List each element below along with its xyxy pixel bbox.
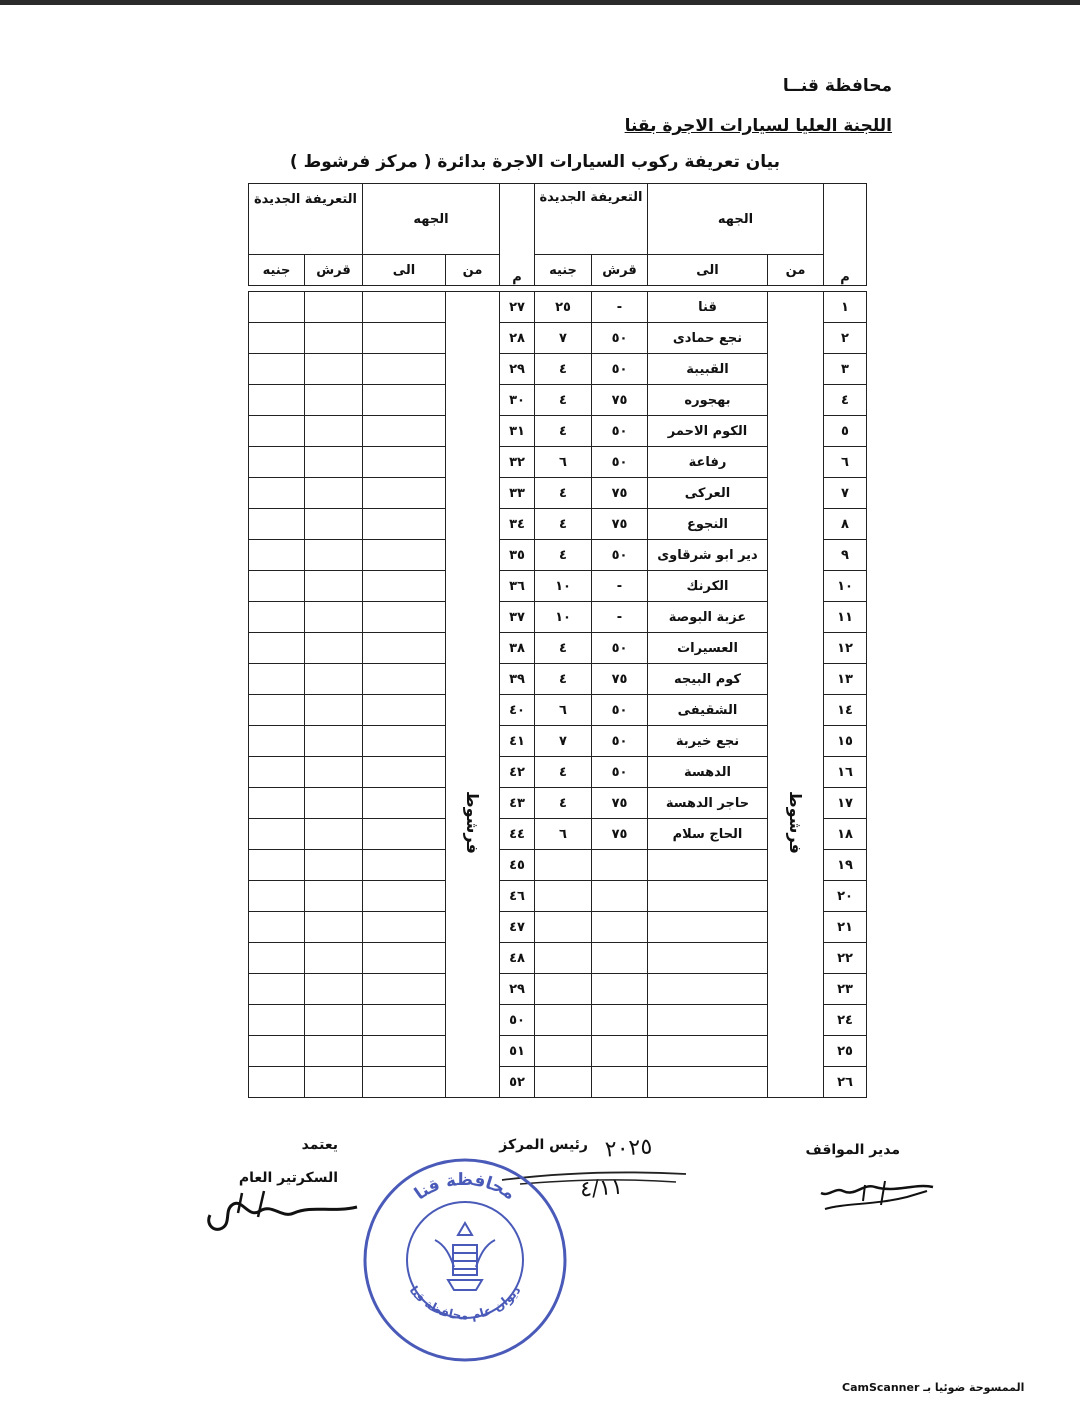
right-piasters-cell: ٥٠ xyxy=(592,726,648,757)
right-num-cell: ١ xyxy=(824,292,867,323)
right-piasters-cell xyxy=(592,881,648,912)
left-num-cell: ٥٠ xyxy=(500,1005,535,1036)
stamp-top-text: محافظة قنا xyxy=(410,1169,519,1205)
left-to-cell xyxy=(363,385,446,416)
handwritten-date: ٤/١١ xyxy=(579,1174,624,1203)
right-piasters-cell: ٥٠ xyxy=(592,757,648,788)
left-piasters-cell xyxy=(305,323,363,354)
left-pounds-cell xyxy=(249,664,305,695)
right-num-cell: ٢٣ xyxy=(824,974,867,1005)
left-num-cell: ٥٢ xyxy=(500,1067,535,1098)
right-to-cell: القبيبة xyxy=(648,354,768,385)
left-pounds-cell xyxy=(249,385,305,416)
left-pounds-cell xyxy=(249,788,305,819)
scan-top-edge xyxy=(0,0,1080,5)
right-to-cell: الكوم الاحمر xyxy=(648,416,768,447)
right-to-cell: الكرنك xyxy=(648,571,768,602)
left-to-cell xyxy=(363,323,446,354)
right-num-cell: ٧ xyxy=(824,478,867,509)
right-to-cell: الشقيفى xyxy=(648,695,768,726)
right-num-cell: ٩ xyxy=(824,540,867,571)
camscanner-watermark: الممسوحة ضوئيا بـ CamScanner xyxy=(842,1381,1025,1394)
left-piasters-cell xyxy=(305,1067,363,1098)
right-to-cell: حاجر الدهسة xyxy=(648,788,768,819)
right-pounds-cell: ٤ xyxy=(535,478,592,509)
left-num-cell: ٢٧ xyxy=(500,292,535,323)
left-num-cell: ٣٧ xyxy=(500,602,535,633)
right-piasters-cell: ٥٠ xyxy=(592,447,648,478)
left-piasters-cell xyxy=(305,912,363,943)
right-pounds-cell: ٦ xyxy=(535,695,592,726)
left-pounds-cell xyxy=(249,447,305,478)
left-pounds-cell xyxy=(249,478,305,509)
official-stamp xyxy=(350,1145,580,1375)
left-num-cell: ٣٦ xyxy=(500,571,535,602)
right-to-cell: دير ابو شرقاوى xyxy=(648,540,768,571)
left-to-cell xyxy=(363,1067,446,1098)
left-new-fare-header: التعريفة الجديدة xyxy=(249,184,363,255)
right-pounds-cell xyxy=(535,912,592,943)
left-num-cell: ٤٧ xyxy=(500,912,535,943)
right-piasters-header: قرش xyxy=(592,255,648,286)
right-pounds-cell: ٦ xyxy=(535,819,592,850)
left-pounds-cell xyxy=(249,850,305,881)
left-num-cell: ٣٠ xyxy=(500,385,535,416)
right-pounds-cell: ٤ xyxy=(535,416,592,447)
right-pounds-cell xyxy=(535,943,592,974)
right-num-cell: ١٧ xyxy=(824,788,867,819)
approves-label: يعتمد xyxy=(301,1137,338,1153)
left-num-cell: ٣٣ xyxy=(500,478,535,509)
left-num-cell: ٣٨ xyxy=(500,633,535,664)
right-num-cell: ١٢ xyxy=(824,633,867,664)
left-piasters-cell xyxy=(305,385,363,416)
left-pounds-cell xyxy=(249,943,305,974)
right-num-cell: ٢٦ xyxy=(824,1067,867,1098)
left-piasters-cell xyxy=(305,726,363,757)
right-num-cell: ٢٠ xyxy=(824,881,867,912)
left-to-cell xyxy=(363,757,446,788)
right-piasters-cell xyxy=(592,1036,648,1067)
right-to-cell: كوم البيجه xyxy=(648,664,768,695)
left-piasters-cell xyxy=(305,571,363,602)
right-pounds-cell: ٤ xyxy=(535,664,592,695)
left-piasters-cell xyxy=(305,881,363,912)
left-pounds-cell xyxy=(249,633,305,664)
left-num-cell: ٣٩ xyxy=(500,664,535,695)
right-num-cell: ٢ xyxy=(824,323,867,354)
left-pounds-cell xyxy=(249,974,305,1005)
left-piasters-cell xyxy=(305,292,363,323)
left-to-cell xyxy=(363,447,446,478)
right-num-cell: ٥ xyxy=(824,416,867,447)
right-to-cell xyxy=(648,943,768,974)
left-num-cell: ٣١ xyxy=(500,416,535,447)
left-pounds-cell xyxy=(249,509,305,540)
stamp-bottom-text: ديوان عام محافظة قنا xyxy=(406,1283,524,1323)
right-to-cell: نجع خيربة xyxy=(648,726,768,757)
right-pounds-cell: ٤ xyxy=(535,788,592,819)
right-from-header: من xyxy=(768,255,824,286)
right-to-cell xyxy=(648,912,768,943)
eagle-emblem-icon xyxy=(435,1223,495,1290)
left-piasters-cell xyxy=(305,633,363,664)
right-num-cell: ١٨ xyxy=(824,819,867,850)
right-pounds-header: جنيه xyxy=(535,255,592,286)
right-to-cell xyxy=(648,1005,768,1036)
right-num-cell: ١٤ xyxy=(824,695,867,726)
left-to-cell xyxy=(363,695,446,726)
right-num-cell: ١١ xyxy=(824,602,867,633)
left-num-cell: ٤٠ xyxy=(500,695,535,726)
right-piasters-cell xyxy=(592,943,648,974)
right-piasters-cell: - xyxy=(592,602,648,633)
left-to-cell xyxy=(363,1005,446,1036)
left-piasters-cell xyxy=(305,416,363,447)
right-to-header: الى xyxy=(648,255,768,286)
right-piasters-cell: ٧٥ xyxy=(592,819,648,850)
right-from-cell xyxy=(768,292,824,1098)
left-num-cell: ٢٩ xyxy=(500,974,535,1005)
right-pounds-cell: ٢٥ xyxy=(535,292,592,323)
left-to-cell xyxy=(363,881,446,912)
left-piasters-cell xyxy=(305,447,363,478)
left-pounds-cell xyxy=(249,571,305,602)
left-piasters-header: قرش xyxy=(305,255,363,286)
left-piasters-cell xyxy=(305,1036,363,1067)
left-to-header: الى xyxy=(363,255,446,286)
left-pounds-cell xyxy=(249,540,305,571)
left-piasters-cell xyxy=(305,788,363,819)
left-piasters-cell xyxy=(305,943,363,974)
left-pounds-cell xyxy=(249,1036,305,1067)
left-to-cell xyxy=(363,478,446,509)
right-piasters-cell: - xyxy=(592,571,648,602)
left-pounds-cell xyxy=(249,819,305,850)
right-num-cell: ٢٢ xyxy=(824,943,867,974)
right-piasters-cell: ٧٥ xyxy=(592,509,648,540)
left-pounds-cell xyxy=(249,323,305,354)
left-num-cell: ٥١ xyxy=(500,1036,535,1067)
left-to-cell xyxy=(363,416,446,447)
right-pounds-cell xyxy=(535,1067,592,1098)
manager-signature xyxy=(815,1175,940,1225)
right-num-cell: ٢٤ xyxy=(824,1005,867,1036)
left-pounds-cell xyxy=(249,881,305,912)
right-piasters-cell xyxy=(592,974,648,1005)
left-num-cell: ٢٨ xyxy=(500,323,535,354)
left-piasters-cell xyxy=(305,850,363,881)
right-pounds-cell: ٤ xyxy=(535,385,592,416)
right-piasters-cell xyxy=(592,912,648,943)
right-to-cell xyxy=(648,1067,768,1098)
right-piasters-cell: ٧٥ xyxy=(592,385,648,416)
right-piasters-cell: ٥٠ xyxy=(592,354,648,385)
right-to-cell: عزبة البوصة xyxy=(648,602,768,633)
secretary-signature xyxy=(202,1185,362,1245)
left-pounds-cell xyxy=(249,602,305,633)
right-to-cell: نجع حمادى xyxy=(648,323,768,354)
right-to-cell xyxy=(648,850,768,881)
right-piasters-cell: ٥٠ xyxy=(592,633,648,664)
left-pounds-cell xyxy=(249,757,305,788)
left-piasters-cell xyxy=(305,602,363,633)
handwritten-year: ٢٠٢٥ xyxy=(604,1134,654,1163)
right-to-cell xyxy=(648,1036,768,1067)
left-num-cell: ٤٦ xyxy=(500,881,535,912)
right-num-cell: ٦ xyxy=(824,447,867,478)
left-piasters-cell xyxy=(305,1005,363,1036)
right-pounds-cell: ٤ xyxy=(535,757,592,788)
right-num-cell: ١٥ xyxy=(824,726,867,757)
secretary-general-label: السكرتير العام xyxy=(238,1170,338,1186)
right-num-header: م xyxy=(824,184,867,286)
right-num-cell: ٨ xyxy=(824,509,867,540)
left-from-cell xyxy=(446,292,500,1098)
table-row xyxy=(249,292,867,323)
fare-table xyxy=(248,183,867,1098)
left-num-cell: ٤٢ xyxy=(500,757,535,788)
left-num-cell: ٤١ xyxy=(500,726,535,757)
right-piasters-cell: - xyxy=(592,292,648,323)
right-to-cell: النجوع xyxy=(648,509,768,540)
right-num-cell: ٢١ xyxy=(824,912,867,943)
left-to-cell xyxy=(363,788,446,819)
left-num-cell: ٤٣ xyxy=(500,788,535,819)
left-num-header: م xyxy=(500,184,535,286)
left-to-cell xyxy=(363,819,446,850)
center-head-label: رئيس المركز xyxy=(499,1137,588,1153)
right-num-cell: ١٦ xyxy=(824,757,867,788)
left-piasters-cell xyxy=(305,819,363,850)
left-from-header: من xyxy=(446,255,500,286)
left-pounds-cell xyxy=(249,1067,305,1098)
right-pounds-cell: ٤ xyxy=(535,509,592,540)
right-piasters-cell: ٥٠ xyxy=(592,416,648,447)
left-pounds-cell xyxy=(249,354,305,385)
right-piasters-cell: ٧٥ xyxy=(592,788,648,819)
left-from-value: فرشوط xyxy=(463,791,482,854)
right-num-cell: ٢٥ xyxy=(824,1036,867,1067)
svg-text:محافظة قنا xyxy=(411,1170,519,1204)
left-pounds-cell xyxy=(249,416,305,447)
left-piasters-cell xyxy=(305,540,363,571)
left-to-cell xyxy=(363,974,446,1005)
left-to-cell xyxy=(363,633,446,664)
right-pounds-cell xyxy=(535,1005,592,1036)
right-num-cell: ٣ xyxy=(824,354,867,385)
left-num-cell: ٣٥ xyxy=(500,540,535,571)
right-piasters-cell: ٧٥ xyxy=(592,478,648,509)
left-piasters-cell xyxy=(305,509,363,540)
right-new-fare-header: التعريفة الجديدة xyxy=(535,184,648,255)
left-piasters-cell xyxy=(305,354,363,385)
left-pounds-cell xyxy=(249,292,305,323)
right-pounds-cell: ٤ xyxy=(535,540,592,571)
left-to-cell xyxy=(363,726,446,757)
right-to-cell: بهجوره xyxy=(648,385,768,416)
right-pounds-cell xyxy=(535,881,592,912)
right-to-cell: العسيرات xyxy=(648,633,768,664)
right-to-cell: العركى xyxy=(648,478,768,509)
left-pounds-header: جنيه xyxy=(249,255,305,286)
left-to-cell xyxy=(363,509,446,540)
governorate-heading: محافظة قنــا xyxy=(782,76,892,96)
left-piasters-cell xyxy=(305,695,363,726)
right-pounds-cell xyxy=(535,850,592,881)
left-pounds-cell xyxy=(249,912,305,943)
left-to-cell xyxy=(363,571,446,602)
left-destination-header: الجهه xyxy=(363,184,500,255)
right-num-cell: ٤ xyxy=(824,385,867,416)
left-to-cell xyxy=(363,850,446,881)
right-pounds-cell: ٧ xyxy=(535,323,592,354)
right-pounds-cell: ٧ xyxy=(535,726,592,757)
left-pounds-cell xyxy=(249,1005,305,1036)
left-piasters-cell xyxy=(305,974,363,1005)
left-to-cell xyxy=(363,292,446,323)
right-to-cell: رفاعة xyxy=(648,447,768,478)
right-to-cell: الدهسة xyxy=(648,757,768,788)
left-num-cell: ٣٢ xyxy=(500,447,535,478)
document-title: بيان تعريفة ركوب السيارات الاجرة بدائرة ( مركز فرشوط ) xyxy=(289,152,780,172)
right-pounds-cell: ٤ xyxy=(535,354,592,385)
left-to-cell xyxy=(363,540,446,571)
committee-heading: اللجنة العليا لسيارات الاجرة بقنا xyxy=(624,116,892,136)
left-pounds-cell xyxy=(249,695,305,726)
left-pounds-cell xyxy=(249,726,305,757)
right-pounds-cell: ٦ xyxy=(535,447,592,478)
left-num-cell: ٣٤ xyxy=(500,509,535,540)
right-num-cell: ١٠ xyxy=(824,571,867,602)
right-to-cell: الحاج سلام xyxy=(648,819,768,850)
right-pounds-cell: ٤ xyxy=(535,633,592,664)
right-pounds-cell xyxy=(535,974,592,1005)
left-piasters-cell xyxy=(305,757,363,788)
right-piasters-cell xyxy=(592,1005,648,1036)
right-to-cell xyxy=(648,974,768,1005)
left-piasters-cell xyxy=(305,478,363,509)
left-piasters-cell xyxy=(305,664,363,695)
right-pounds-cell xyxy=(535,1036,592,1067)
left-num-cell: ٤٤ xyxy=(500,819,535,850)
left-to-cell xyxy=(363,602,446,633)
right-pounds-cell: ١٠ xyxy=(535,602,592,633)
right-from-value: فرشوط xyxy=(786,791,805,854)
right-num-cell: ١٩ xyxy=(824,850,867,881)
left-to-cell xyxy=(363,912,446,943)
right-to-cell: قنا xyxy=(648,292,768,323)
right-destination-header: الجهه xyxy=(648,184,824,255)
left-to-cell xyxy=(363,1036,446,1067)
left-to-cell xyxy=(363,664,446,695)
right-piasters-cell xyxy=(592,1067,648,1098)
right-piasters-cell: ٥٠ xyxy=(592,323,648,354)
right-num-cell: ١٣ xyxy=(824,664,867,695)
right-piasters-cell: ٥٠ xyxy=(592,540,648,571)
right-pounds-cell: ١٠ xyxy=(535,571,592,602)
left-num-cell: ٤٨ xyxy=(500,943,535,974)
left-num-cell: ٤٥ xyxy=(500,850,535,881)
right-piasters-cell: ٧٥ xyxy=(592,664,648,695)
right-to-cell xyxy=(648,881,768,912)
right-piasters-cell: ٥٠ xyxy=(592,695,648,726)
left-num-cell: ٢٩ xyxy=(500,354,535,385)
left-to-cell xyxy=(363,943,446,974)
parking-manager-label: مدير المواقف xyxy=(805,1142,900,1158)
right-piasters-cell xyxy=(592,850,648,881)
left-to-cell xyxy=(363,354,446,385)
